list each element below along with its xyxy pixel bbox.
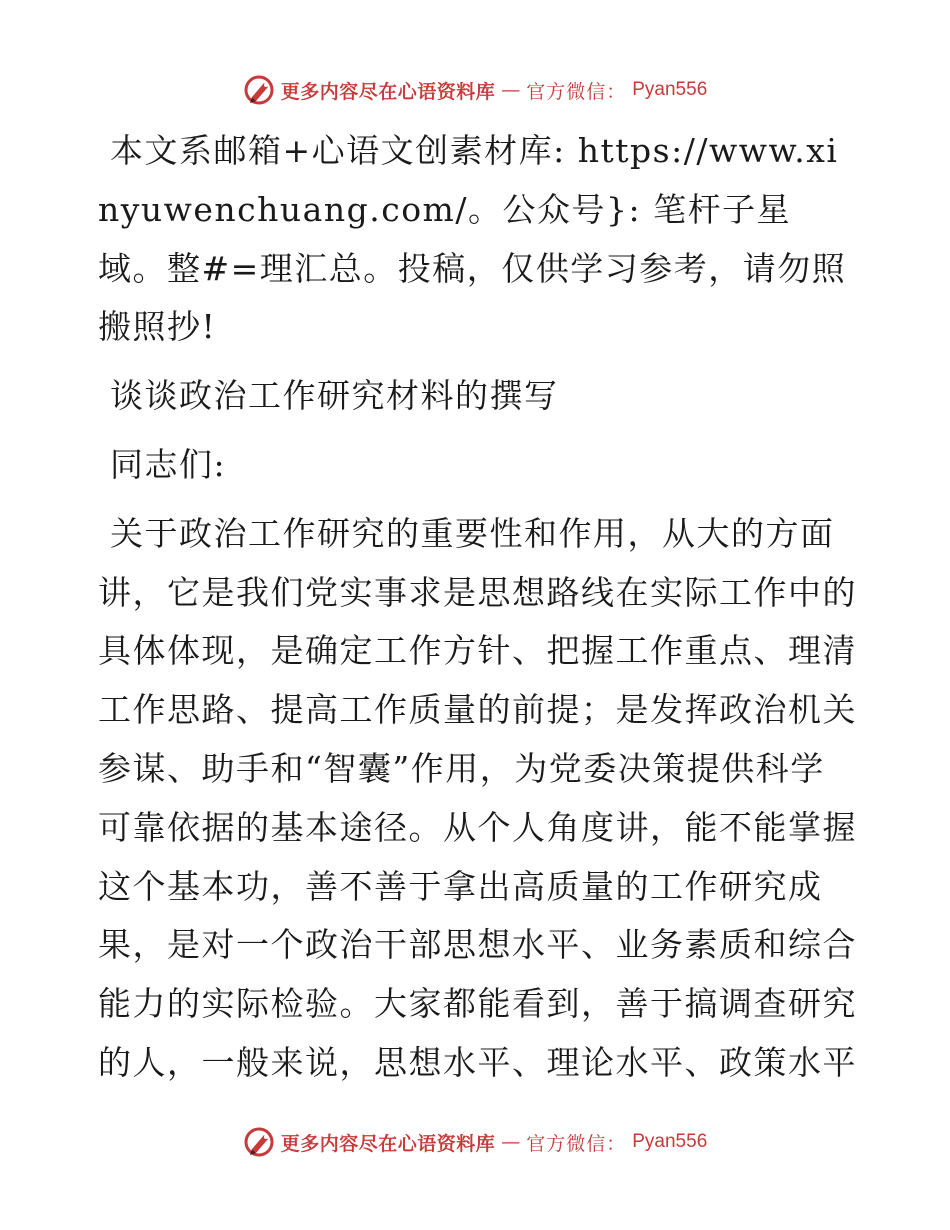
greeting-line: 同志们: (110, 444, 227, 484)
body-paragraph: 关于政治工作研究的重要性和作用，从大的方面讲，它是我们党实事求是思想路线在实际工作中的具体体现，是确定工作方针、把握工作重点、理清工作思路、提高工作质量的前提；是发挥政治机关参谋、助手和“智囊”作用，为党委决策提供科学可靠依据的基本途径。从个人角度讲，能不能掌握这个基本功，善不善于拿出高质量的工作研究成果，是对一个政治干部思想水平、业务素质和综合能力的实际检验。大家都能看到，善于搞调查研究的人，一般来说，思想水平、理论水平、政策水平 (98, 513, 857, 1082)
banner-wechat-account: Pyan556 (632, 79, 708, 100)
document-content (98, 122, 858, 1093)
header-banner (0, 70, 950, 110)
banner-brand-text: 更多内容尽在心语资料库 (280, 80, 496, 103)
pen-logo-icon (243, 1126, 275, 1158)
pen-logo-icon (243, 74, 275, 106)
intro-paragraph: 本文系邮箱+心语文创素材库: https://www.xinyuwenchuang.com/。公众号}: 笔杆子星域。整#=理汇总。投稿，仅供学习参考，请勿照搬照抄! (98, 131, 847, 347)
banner-wechat-label: 官方微信： (526, 1132, 627, 1155)
banner-wechat-account: Pyan556 (632, 1131, 708, 1152)
banner-dash: — (501, 79, 521, 101)
document-title: 谈谈政治工作研究材料的撰写 (110, 376, 559, 416)
banner-wechat-label: 官方微信： (526, 80, 627, 103)
banner-dash: — (501, 1131, 521, 1153)
footer-banner (0, 1122, 950, 1162)
banner-brand-text: 更多内容尽在心语资料库 (280, 1132, 496, 1155)
